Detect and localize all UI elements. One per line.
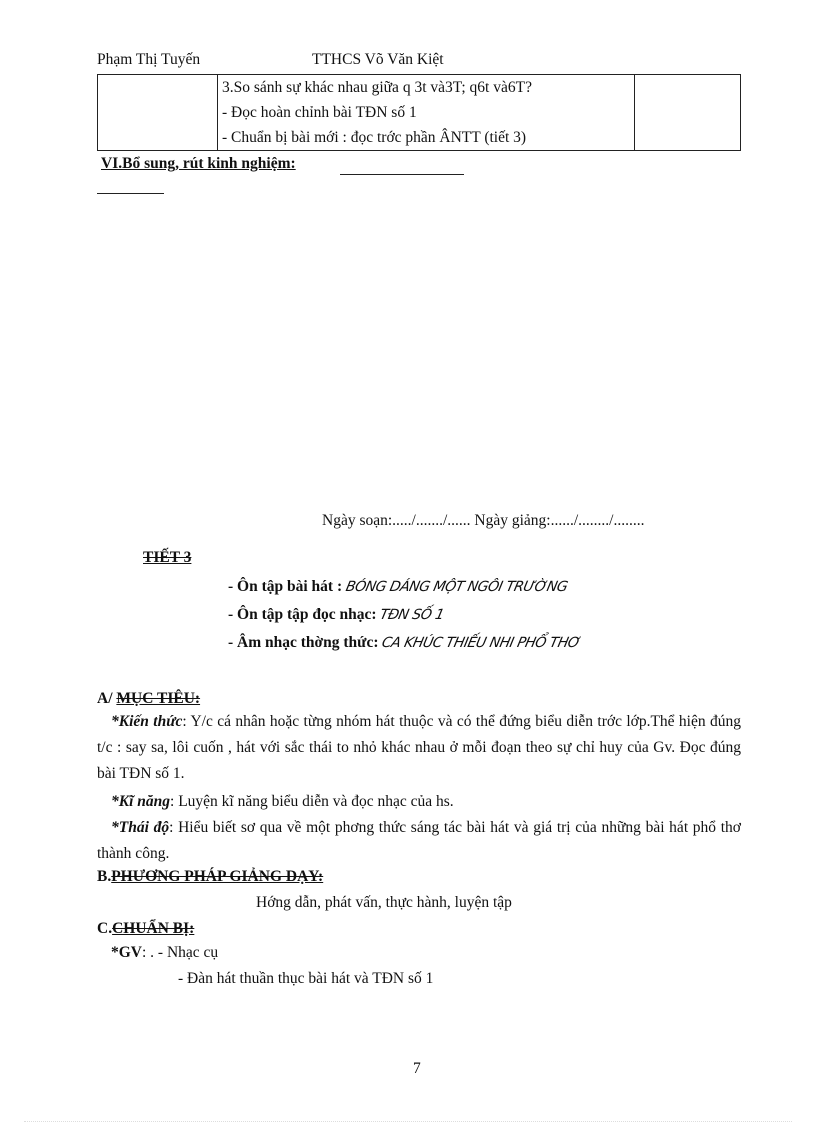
- previous-lesson-table: [97, 74, 741, 151]
- topic-value: TĐN SỐ 1: [378, 607, 446, 623]
- header-school: TTHCS Võ Văn Kiệt: [312, 51, 444, 68]
- table-line: - Đọc hoàn chỉnh bài TĐN số 1: [222, 104, 417, 121]
- section-a-prefix: A/: [97, 690, 117, 707]
- topic-song-review: [228, 578, 567, 596]
- topic-sep: :: [333, 578, 347, 595]
- section-a-heading: [97, 690, 200, 708]
- teaching-methods: Hớng dẫn, phát vấn, thực hành, luyện tập: [256, 894, 512, 911]
- topic-sight-reading: [228, 606, 444, 624]
- section-b-title: PHƯƠNG PHÁP GIẢNG DẠY:: [111, 868, 324, 885]
- section-b-prefix: B.: [97, 868, 112, 885]
- table-line: 3.So sánh sự khác nhau giữa q 3t và3T; q6t và6T?: [222, 79, 532, 96]
- supplement-heading: VI.Bổ sung, rút kinh nghiệm:: [101, 155, 296, 172]
- topic-label: - Ôn tập bài hát: [228, 578, 334, 595]
- objective-skill-text: : Luyện kĩ năng biểu diễn và đọc nhạc của hs.: [170, 793, 454, 810]
- table-cell-content: [218, 75, 635, 151]
- topic-music-knowledge: [228, 634, 581, 652]
- table-cell-empty-right: [635, 75, 741, 151]
- objective-knowledge-label: *Kiến thức: [111, 713, 183, 730]
- topic-sep: :: [371, 606, 381, 623]
- objective-knowledge-text: : Y/c cá nhân hoặc từng nhóm hát thuộc và có thể đứng biểu diễn trớc lớp.Thể hiện đúng t/c : say sa, lôi cuốn , hát với sắc thái to nhỏ khác nhau ở mỗi đoạn theo sự chỉ huy của Gv. Đọc đúng bài TĐN số 1.: [97, 713, 741, 782]
- supplement-rule: [340, 174, 464, 175]
- footer-rule: [24, 1121, 792, 1122]
- section-a-title: MỤC TIÊU:: [116, 690, 201, 707]
- page-number: 7: [413, 1060, 421, 1077]
- teacher-preparation: [111, 944, 218, 962]
- objective-attitude: [97, 815, 741, 867]
- topic-label: - Âm nhạc thờng thức: [228, 634, 374, 651]
- supplement-rule-short: [97, 193, 164, 194]
- lesson-dates: Ngày soạn:...../......./...... Ngày giảng:....../......../........: [322, 512, 645, 529]
- objective-skill: [97, 789, 741, 815]
- objective-knowledge: [97, 709, 741, 787]
- objective-attitude-label: *Thái độ: [111, 819, 170, 836]
- header-author: Phạm Thị Tuyến: [97, 51, 201, 68]
- topic-value: BÓNG DÁNG MỘT NGÔI TRƯỜNG: [344, 579, 569, 595]
- objective-skill-label: *Kĩ năng: [111, 793, 171, 810]
- teacher-label: *GV: [111, 944, 142, 961]
- topic-sep: :: [373, 634, 383, 651]
- objective-attitude-text: : Hiểu biết sơ qua về một phơng thức sáng tác bài hát và giá trị của những bài hát phổ thơ thành công.: [97, 819, 741, 862]
- topic-value: CA KHÚC THIẾU NHI PHỔ THƠ: [380, 635, 583, 651]
- lesson-title: TIẾT 3: [143, 549, 192, 566]
- topic-label: - Ôn tập tập đọc nhạc: [228, 606, 372, 623]
- teacher-item-1: : . - Nhạc cụ: [142, 944, 219, 961]
- section-b-heading: [97, 868, 323, 886]
- teacher-preparation-item-2: - Đàn hát thuần thục bài hát và TĐN số 1: [178, 970, 434, 987]
- table-cell-empty-left: [98, 75, 218, 151]
- section-c-prefix: C.: [97, 920, 113, 937]
- section-c-title: CHUẨN BỊ:: [112, 920, 195, 937]
- table-line: - Chuẩn bị bài mới : đọc trớc phần ÂNTT (tiết 3): [222, 129, 527, 146]
- section-c-heading: [97, 920, 194, 938]
